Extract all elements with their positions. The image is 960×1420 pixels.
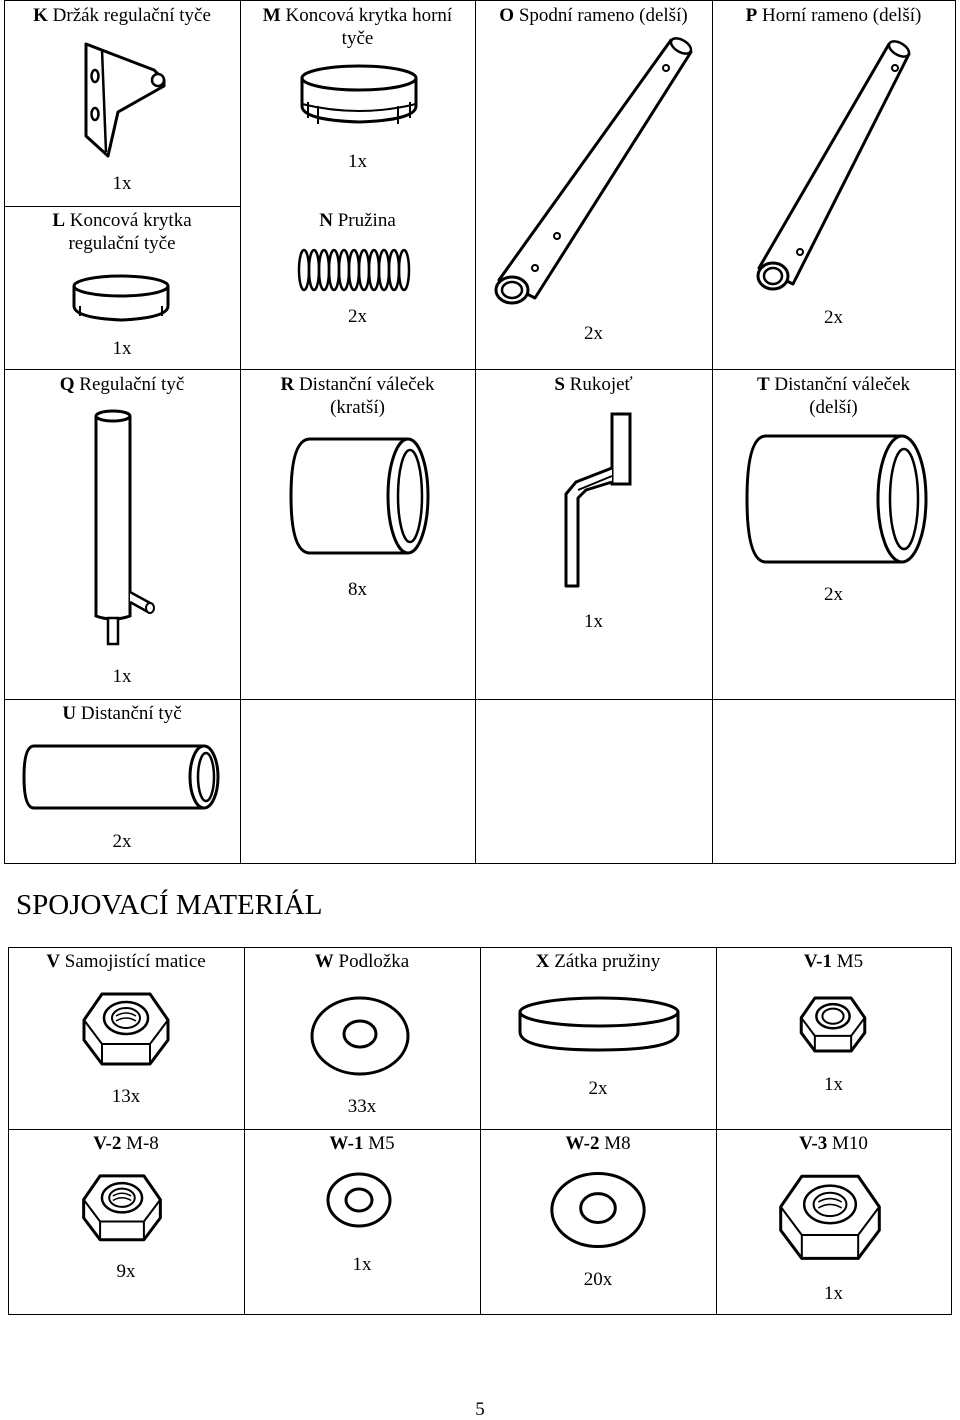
part-o-label: O Spodní rameno (delší) (499, 5, 688, 26)
part-q-label: Q Regulační tyč (59, 374, 185, 395)
part-r-label: R Distanční váleček (kratší) (280, 374, 435, 418)
part-m-label: M Koncová krytka horní tyče (262, 5, 453, 49)
part-n-qty: 2x (348, 306, 367, 327)
spacer-cylinder-icon (744, 432, 930, 566)
hw-v1-label: V-1 M5 (803, 951, 864, 972)
spacer-rod-icon (20, 742, 224, 812)
hw-w1-qty: 1x (352, 1254, 372, 1275)
hex-nut-icon (776, 1166, 884, 1264)
spacer-cylinder-icon (288, 435, 432, 557)
part-s-qty: 1x (584, 611, 603, 632)
hw-w2-label: W-2 M8 (565, 1133, 631, 1154)
hw-v3-qty: 1x (824, 1283, 843, 1304)
part-l-label: L Koncová krytka regulační tyče (52, 210, 192, 254)
end-cap-icon (70, 272, 172, 324)
spring-plug-icon (516, 994, 682, 1054)
part-k-qty: 1x (112, 173, 132, 194)
part-p-label: P Horní rameno (delší) (745, 5, 922, 26)
hw-v2-label: V-2 M-8 (93, 1133, 159, 1154)
part-s-label: S Rukojeť (554, 374, 633, 395)
end-cap-icon (298, 62, 420, 130)
washer-icon (324, 1170, 394, 1230)
part-n-label: N Pružina (319, 210, 396, 231)
part-p-qty: 2x (824, 307, 843, 328)
page-number: 5 (475, 1399, 485, 1420)
tube-icon (495, 36, 695, 308)
hw-x-qty: 2x (588, 1078, 608, 1099)
adjustment-rod-icon (92, 408, 162, 648)
hex-nut-icon (80, 986, 172, 1068)
hw-v-qty: 13x (111, 1086, 141, 1107)
hw-w-label: W Podložka (314, 951, 410, 972)
hw-v1-qty: 1x (824, 1074, 843, 1095)
part-t-qty: 2x (824, 584, 843, 605)
hex-nut-icon (80, 1168, 164, 1244)
part-q-qty: 1x (112, 666, 132, 687)
spring-icon (296, 246, 412, 294)
part-l-qty: 1x (112, 338, 132, 359)
part-t-label: T Distanční váleček (delší) (756, 374, 911, 418)
hex-nut-icon (797, 992, 869, 1054)
part-u-qty: 2x (112, 831, 132, 852)
part-o-qty: 2x (584, 323, 603, 344)
hw-w1-label: W-1 M5 (329, 1133, 395, 1154)
hw-v-label: V Samojistící matice (46, 951, 206, 972)
section-title: SPOJOVACÍ MATERIÁL (16, 889, 323, 921)
hw-w-qty: 33x (347, 1096, 377, 1117)
part-u-label: U Distanční tyč (62, 703, 182, 724)
handle-icon (560, 410, 640, 592)
part-r-qty: 8x (348, 579, 367, 600)
tube-icon (755, 40, 915, 292)
hw-w2-qty: 20x (583, 1269, 613, 1290)
hw-v3-label: V-3 M10 (799, 1133, 868, 1154)
washer-icon (308, 994, 412, 1078)
bracket-icon (78, 40, 178, 160)
washer-icon (548, 1168, 648, 1252)
hw-v2-qty: 9x (116, 1261, 136, 1282)
part-k-label: K Držák regulační tyče (33, 5, 211, 26)
hw-x-label: X Zátka pružiny (535, 951, 661, 972)
part-m-qty: 1x (348, 151, 367, 172)
